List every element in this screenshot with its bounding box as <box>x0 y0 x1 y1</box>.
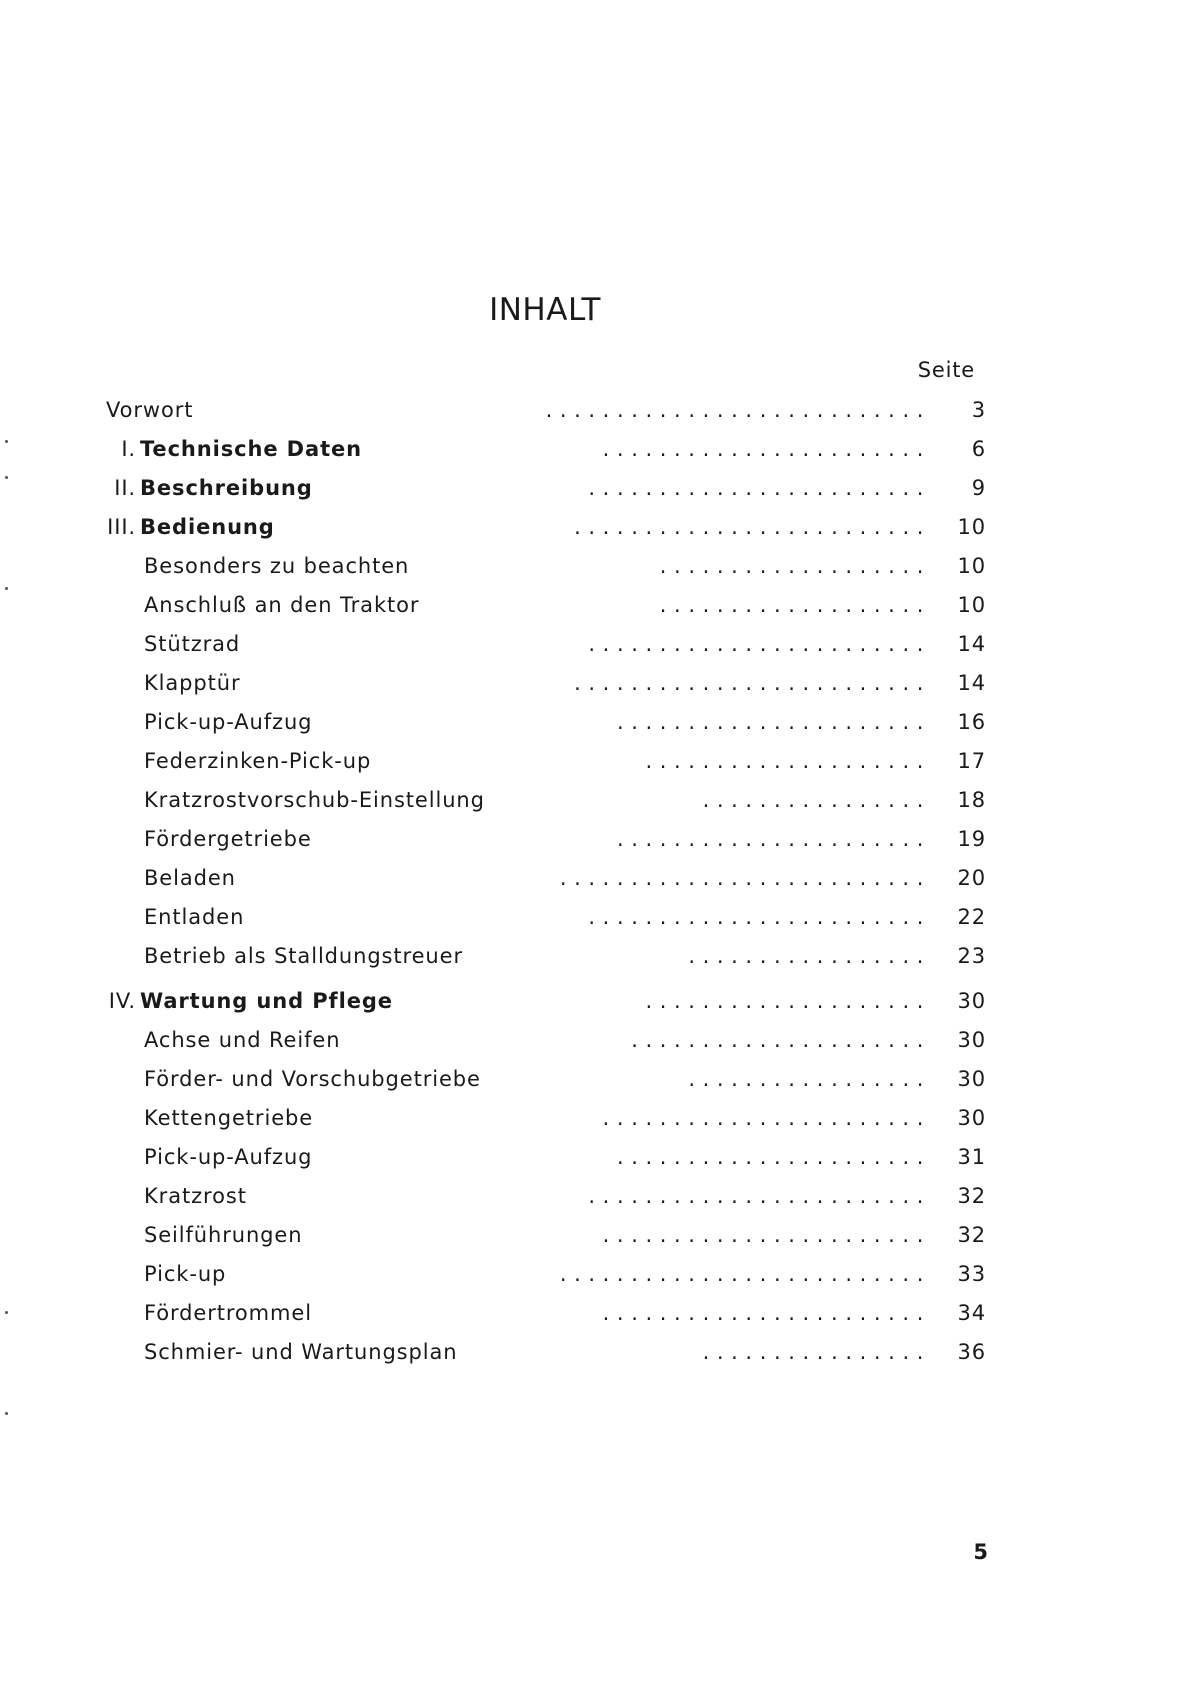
page-column-header: Seite <box>917 358 975 382</box>
toc-entry <box>106 743 986 782</box>
toc-page-number: 20 <box>957 866 986 890</box>
toc-entry-text: Entladen <box>144 905 245 929</box>
dot-leader: ................ <box>702 1340 931 1364</box>
toc-page-number: 31 <box>957 1145 986 1169</box>
table-of-contents <box>106 392 986 1373</box>
toc-entry-text: Pick-up-Aufzug <box>144 1145 313 1169</box>
dot-leader: ...................... <box>616 710 931 734</box>
toc-entry <box>106 983 986 1022</box>
dot-leader: .................... <box>645 989 931 1013</box>
dot-leader: ..................... <box>631 1028 931 1052</box>
toc-page-number: 6 <box>971 437 986 461</box>
margin-speck <box>5 587 8 590</box>
toc-entry-label <box>144 1067 481 1091</box>
toc-page-number: 16 <box>957 710 986 734</box>
toc-entry <box>106 860 986 899</box>
margin-speck <box>5 1311 8 1314</box>
toc-entry-label <box>144 749 371 773</box>
dot-leader: .......................... <box>559 1262 931 1286</box>
toc-entry <box>106 1178 986 1217</box>
toc-page-number: 32 <box>957 1223 986 1247</box>
toc-page-number: 19 <box>957 827 986 851</box>
toc-page-number: 14 <box>957 632 986 656</box>
dot-leader: ................. <box>688 1067 931 1091</box>
dot-leader: ........................ <box>588 905 931 929</box>
toc-entry <box>106 509 986 548</box>
toc-entry <box>106 431 986 470</box>
toc-entry-text: Pick-up <box>144 1262 227 1286</box>
toc-entry-text: Fördergetriebe <box>144 827 312 851</box>
toc-entry-label <box>144 905 244 929</box>
toc-entry-label <box>106 476 313 500</box>
toc-entry <box>106 704 986 743</box>
toc-entry <box>106 1139 986 1178</box>
toc-page-number: 17 <box>957 749 986 773</box>
toc-entry-label <box>144 593 419 617</box>
toc-entry-label <box>144 632 240 656</box>
toc-entry-text: Beschreibung <box>140 476 313 500</box>
toc-entry-text: Beladen <box>144 866 236 890</box>
dot-leader: ...................... <box>616 1145 931 1169</box>
toc-page-number: 30 <box>957 989 986 1013</box>
toc-entry-label <box>144 788 485 812</box>
toc-entry-text: Bedienung <box>140 515 275 539</box>
margin-speck <box>5 476 8 479</box>
toc-entry <box>106 1061 986 1100</box>
toc-entry-text: Kettengetriebe <box>144 1106 314 1130</box>
toc-entry-text: Stützrad <box>144 632 241 656</box>
toc-entry <box>106 1334 986 1373</box>
toc-entry <box>106 1256 986 1295</box>
toc-entry <box>106 782 986 821</box>
toc-page-number: 3 <box>971 398 986 422</box>
page-title: INHALT <box>489 292 601 328</box>
toc-entry-text: Fördertrommel <box>144 1301 312 1325</box>
toc-entry-label <box>144 1184 247 1208</box>
dot-leader: ....................... <box>602 1301 931 1325</box>
toc-entry-label <box>144 944 463 968</box>
toc-page-number: 9 <box>971 476 986 500</box>
toc-entry <box>106 1022 986 1061</box>
dot-leader: ........................ <box>588 1184 931 1208</box>
toc-entry-label <box>106 437 362 461</box>
toc-entry-text: Pick-up-Aufzug <box>144 710 313 734</box>
toc-entry-label <box>144 1340 457 1364</box>
toc-entry-label <box>144 827 312 851</box>
toc-entry <box>106 1217 986 1256</box>
dot-leader: ......................... <box>574 671 931 695</box>
toc-page-number: 30 <box>957 1028 986 1052</box>
toc-section-number: II. <box>114 476 136 500</box>
toc-entry-text: Wartung und Pflege <box>140 989 393 1013</box>
dot-leader: ................... <box>659 554 931 578</box>
toc-entry-label <box>144 866 236 890</box>
toc-entry-text: Kratzrostvorschub-Einstellung <box>144 788 485 812</box>
dot-leader: ........................ <box>588 476 931 500</box>
toc-entry-label <box>144 1223 302 1247</box>
dot-leader: ................ <box>702 788 931 812</box>
toc-entry-text: Klapptür <box>144 671 241 695</box>
toc-entry <box>106 392 986 431</box>
toc-entry-text: Kratzrost <box>144 1184 247 1208</box>
toc-section-number: I. <box>121 437 136 461</box>
toc-entry <box>106 899 986 938</box>
toc-page-number: 36 <box>957 1340 986 1364</box>
toc-entry-text: Vorwort <box>106 398 194 422</box>
footer-page-number: 5 <box>973 1540 988 1564</box>
toc-page-number: 23 <box>957 944 986 968</box>
toc-entry <box>106 470 986 509</box>
toc-entry-text: Technische Daten <box>140 437 363 461</box>
toc-page-number: 14 <box>957 671 986 695</box>
toc-entry <box>106 821 986 860</box>
toc-entry <box>106 1295 986 1334</box>
dot-leader: ................. <box>688 944 931 968</box>
toc-page-number: 10 <box>957 554 986 578</box>
toc-entry-text: Förder- und Vorschubgetriebe <box>144 1067 481 1091</box>
dot-leader: ................... <box>659 593 931 617</box>
toc-entry <box>106 587 986 626</box>
dot-leader: ...................... <box>616 827 931 851</box>
toc-entry-label <box>144 671 241 695</box>
toc-page-number: 22 <box>957 905 986 929</box>
toc-entry <box>106 626 986 665</box>
dot-leader: .......................... <box>559 866 931 890</box>
toc-section-number: IV. <box>108 989 136 1013</box>
dot-leader: ......................... <box>574 515 931 539</box>
dot-leader: ....................... <box>602 1106 931 1130</box>
margin-speck <box>5 1412 8 1415</box>
toc-entry-text: Besonders zu beachten <box>144 554 410 578</box>
toc-entry-text: Seilführungen <box>144 1223 303 1247</box>
toc-entry-label <box>144 1106 313 1130</box>
toc-entry-text: Anschluß an den Traktor <box>144 593 420 617</box>
toc-page-number: 33 <box>957 1262 986 1286</box>
toc-entry-label <box>144 1301 312 1325</box>
toc-page-number: 30 <box>957 1106 986 1130</box>
toc-entry-text: Federzinken-Pick-up <box>144 749 372 773</box>
toc-entry <box>106 938 986 977</box>
toc-page-number: 18 <box>957 788 986 812</box>
toc-page-number: 32 <box>957 1184 986 1208</box>
dot-leader: .................... <box>645 749 931 773</box>
dot-leader: ....................... <box>602 1223 931 1247</box>
toc-page-number: 10 <box>957 593 986 617</box>
toc-entry <box>106 665 986 704</box>
toc-section-number: III. <box>107 515 136 539</box>
toc-entry-text: Schmier- und Wartungsplan <box>144 1340 458 1364</box>
toc-entry-label <box>144 1145 312 1169</box>
toc-entry-text: Betrieb als Stalldungstreuer <box>144 944 463 968</box>
toc-entry-label <box>144 554 409 578</box>
toc-entry-label <box>144 1262 226 1286</box>
dot-leader: ........................ <box>588 632 931 656</box>
margin-speck <box>5 440 8 443</box>
toc-entry <box>106 1100 986 1139</box>
toc-entry-label <box>106 398 193 422</box>
toc-entry-label <box>144 1028 340 1052</box>
toc-entry-label <box>106 989 393 1013</box>
dot-leader: ........................... <box>545 398 931 422</box>
toc-page-number: 34 <box>957 1301 986 1325</box>
toc-entry-text: Achse und Reifen <box>144 1028 341 1052</box>
toc-entry-label <box>144 710 312 734</box>
dot-leader: ....................... <box>602 437 931 461</box>
toc-page-number: 10 <box>957 515 986 539</box>
toc-page-number: 30 <box>957 1067 986 1091</box>
toc-entry-label <box>106 515 275 539</box>
toc-entry <box>106 548 986 587</box>
